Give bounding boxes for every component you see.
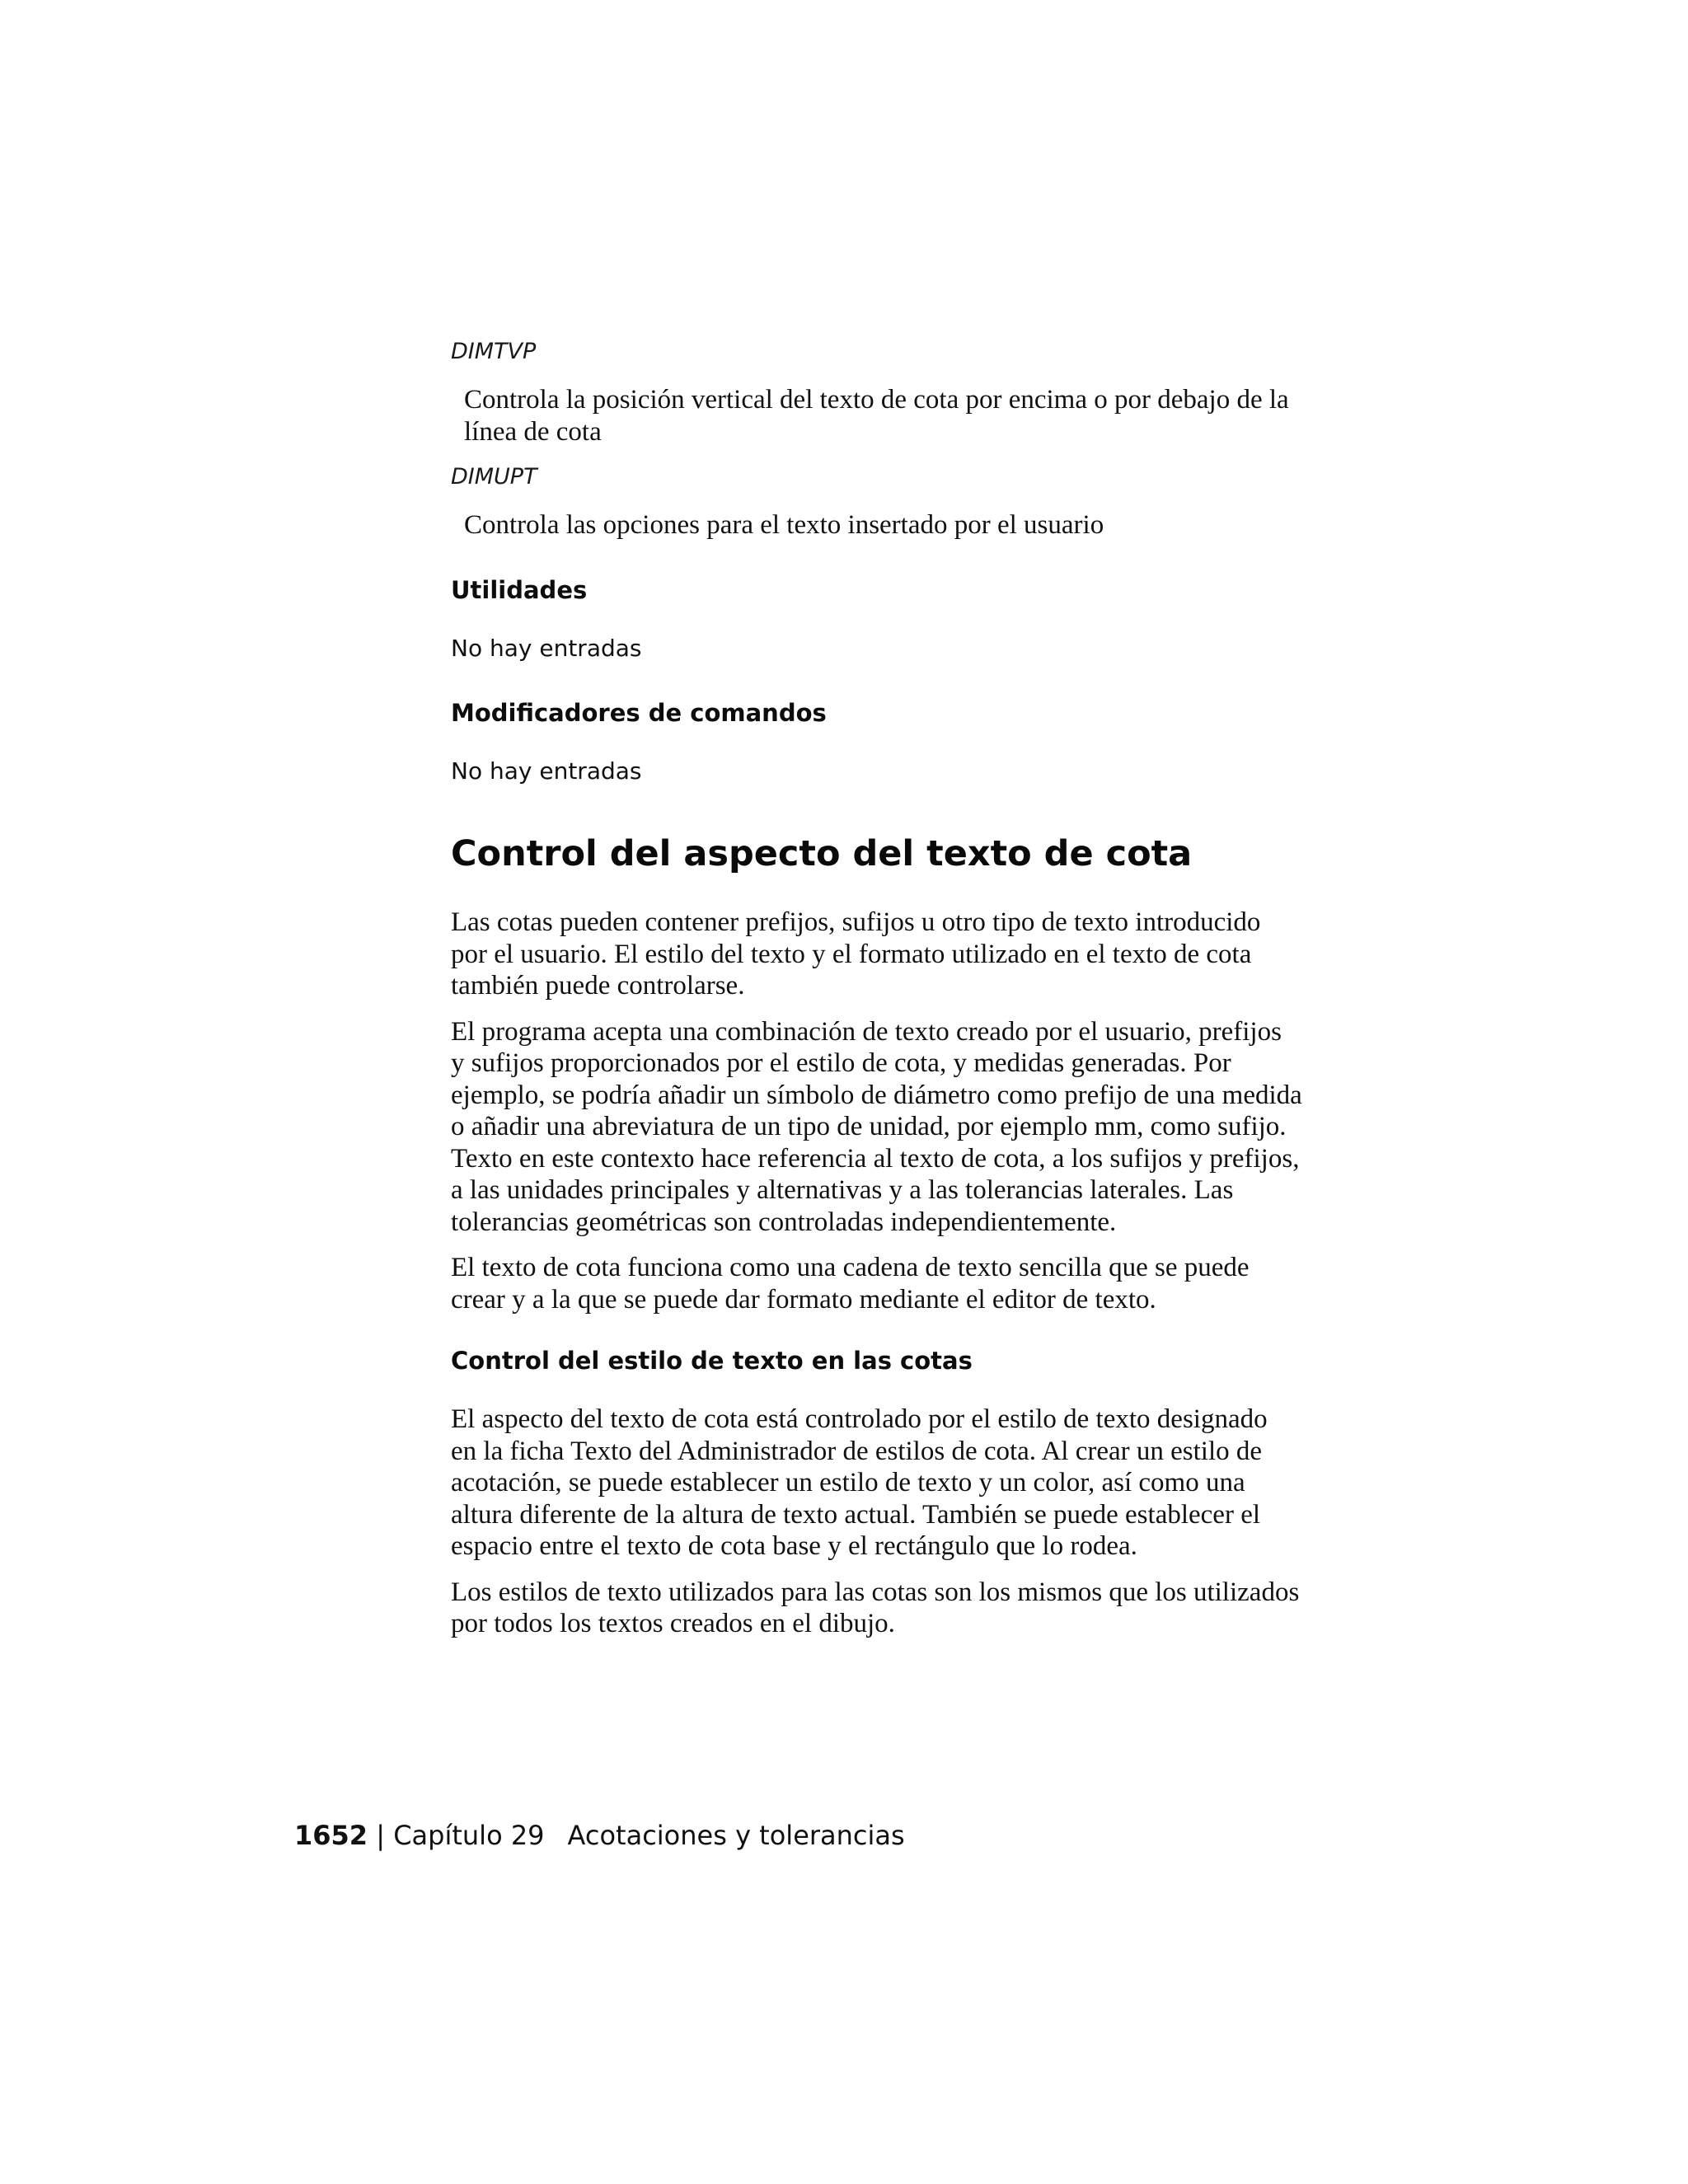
utilities-heading: Utilidades — [451, 576, 588, 604]
paragraph-line: tolerancias geométricas son controladas independientemente. — [451, 1207, 1117, 1237]
subsection-title: Control del estilo de texto en las cotas — [451, 1347, 973, 1375]
chapter-title: Acotaciones y tolerancias — [567, 1820, 905, 1851]
chapter-label: Capítulo 29 — [393, 1820, 545, 1851]
paragraph-line: también puede controlarse. — [451, 971, 745, 1001]
variable-name: DIMTVP — [451, 339, 537, 364]
subsection-paragraph — [451, 1404, 1349, 1563]
paragraph-line: y sufijos proporcionados por el estilo de cota, y medidas generadas. Por — [451, 1048, 1231, 1078]
paragraph-line: a las unidades principales y alternativas y a las tolerancias laterales. Las — [451, 1175, 1234, 1205]
section-paragraph — [451, 1252, 1349, 1315]
utilities-text: No hay entradas — [451, 635, 642, 662]
paragraph-line: altura diferente de la altura de texto actual. También se puede establecer el — [451, 1499, 1261, 1530]
description-line: Controla las opciones para el texto insertado por el usuario — [464, 510, 1104, 540]
paragraph-line: crear y a la que se puede dar formato mediante el editor de texto. — [451, 1284, 1156, 1315]
variable-name: DIMUPT — [451, 464, 537, 490]
paragraph-line: por el usuario. El estilo del texto y el formato utilizado en el texto de cota — [451, 939, 1252, 969]
variable-description — [451, 384, 1349, 448]
paragraph-line: Los estilos de texto utilizados para las cotas son los mismos que los utilizados — [451, 1577, 1300, 1607]
content-column — [451, 336, 1349, 1640]
paragraph-line: en la ficha Texto del Administrador de estilos de cota. Al crear un estilo de — [451, 1436, 1263, 1466]
description-line: línea de cota — [464, 417, 602, 447]
page-number: 1652 — [294, 1820, 368, 1851]
paragraph-line: por todos los textos creados en el dibujo. — [451, 1609, 895, 1638]
section-paragraph — [451, 1016, 1349, 1239]
paragraph-line: espacio entre el texto de cota base y el rectángulo que lo rodea. — [451, 1531, 1137, 1561]
paragraph-line: ejemplo, se podría añadir un símbolo de diámetro como prefijo de una medida — [451, 1080, 1302, 1110]
paragraph-line: acotación, se puede establecer un estilo de texto y un color, así como una — [451, 1468, 1245, 1497]
paragraph-line: Las cotas pueden contener prefijos, sufijos u otro tipo de texto introducido — [451, 907, 1261, 937]
paragraph-line: El aspecto del texto de cota está controlado por el estilo de texto designado — [451, 1404, 1268, 1434]
section-title: Control del aspecto del texto de cota — [451, 833, 1193, 874]
command-modifiers-text: No hay entradas — [451, 757, 642, 785]
description-line: Controla la posición vertical del texto de cota por encima o por debajo de la — [464, 385, 1289, 415]
command-modifiers-heading: Modificadores de comandos — [451, 699, 827, 727]
paragraph-line: Texto en este contexto hace referencia al texto de cota, a los sufijos y prefijos, — [451, 1143, 1300, 1174]
paragraph-line: El programa acepta una combinación de texto creado por el usuario, prefijos — [451, 1016, 1282, 1047]
section-paragraph — [451, 907, 1349, 1002]
paragraph-line: El texto de cota funciona como una cadena de texto sencilla que se puede — [451, 1253, 1250, 1282]
variable-description — [451, 509, 1349, 541]
paragraph-line: o añadir una abreviatura de un tipo de unidad, por ejemplo mm, como sufijo. — [451, 1112, 1287, 1141]
footer-separator: | — [376, 1820, 386, 1851]
page-footer — [294, 1817, 905, 1854]
subsection-paragraph — [451, 1577, 1349, 1640]
